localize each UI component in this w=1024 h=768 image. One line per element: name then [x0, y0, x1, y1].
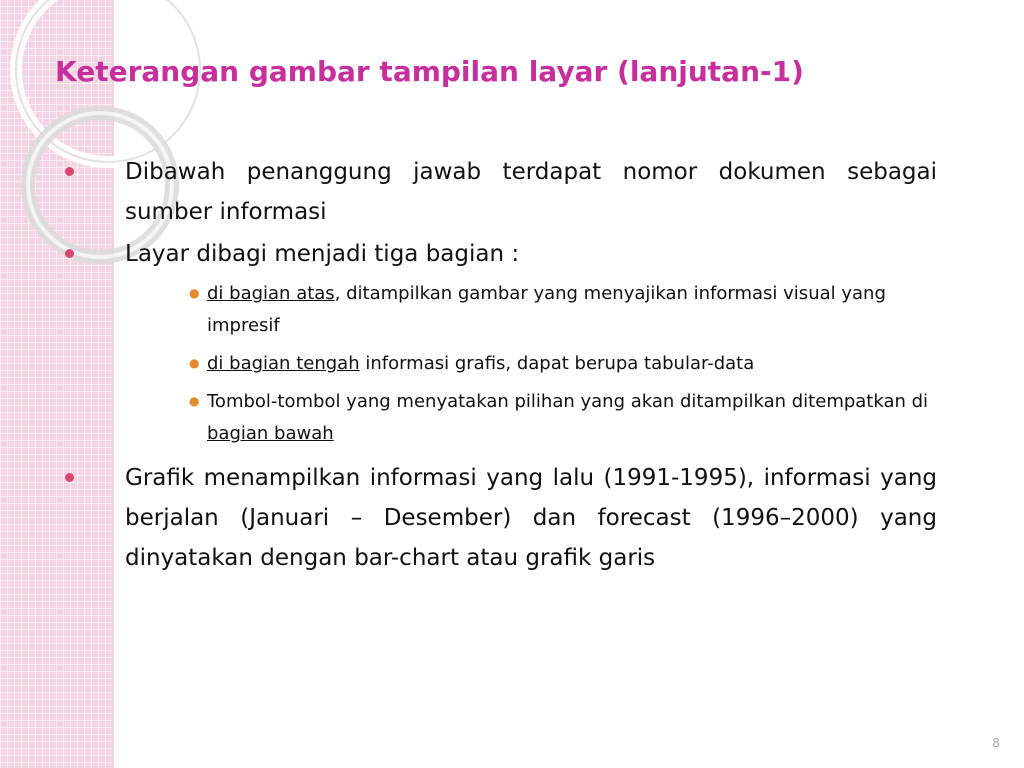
underlined-term: di bagian tengah — [207, 353, 360, 374]
sub-bullet-item-2 — [189, 348, 937, 380]
sub-bullet-item-1 — [189, 278, 937, 342]
sub-bullet-rest: , ditampilkan gambar yang menyajikan informasi visual yang impresif — [207, 283, 886, 336]
bullet-dot-icon — [65, 167, 74, 176]
sub-bullet-text — [207, 348, 937, 380]
bullet-text: Dibawah penanggung jawab terdapat nomor dokumen sebagai sumber informasi — [125, 159, 937, 225]
sub-bullet-list — [125, 278, 937, 450]
sub-bullet-rest: informasi grafis, dapat berupa tabular-data — [359, 353, 755, 374]
bullet-dot-icon — [65, 249, 74, 258]
underlined-term: bagian bawah — [207, 423, 334, 444]
underlined-term: di bagian atas — [207, 283, 335, 304]
slide-title: Keterangan gambar tampilan layar (lanjutan-1) — [55, 55, 804, 88]
bullet-item-3 — [125, 458, 937, 578]
sub-bullet-dot-icon: ● — [189, 356, 200, 370]
sub-bullet-prefix: Tombol-tombol yang menyatakan pilihan yang akan ditampilkan ditempatkan di — [207, 391, 929, 412]
page-number: 8 — [992, 736, 1000, 750]
sub-bullet-item-3 — [189, 386, 937, 450]
slide-body — [125, 152, 937, 578]
sub-bullet-text — [207, 278, 937, 342]
bullet-text: Grafik menampilkan informasi yang lalu (1991-1995), informasi yang berjalan (Januari – Desember) dan forecast (1996–2000) yang dinyatakan dengan bar-chart atau grafik garis — [125, 465, 937, 571]
sub-bullet-dot-icon: ● — [189, 286, 200, 300]
bullet-dot-icon — [65, 473, 74, 482]
bullet-text: Layar dibagi menjadi tiga bagian : — [125, 241, 520, 267]
sub-bullet-dot-icon: ● — [189, 394, 200, 408]
sub-bullet-text — [207, 386, 937, 450]
bullet-item-1 — [125, 152, 937, 232]
bullet-item-2 — [125, 234, 937, 274]
